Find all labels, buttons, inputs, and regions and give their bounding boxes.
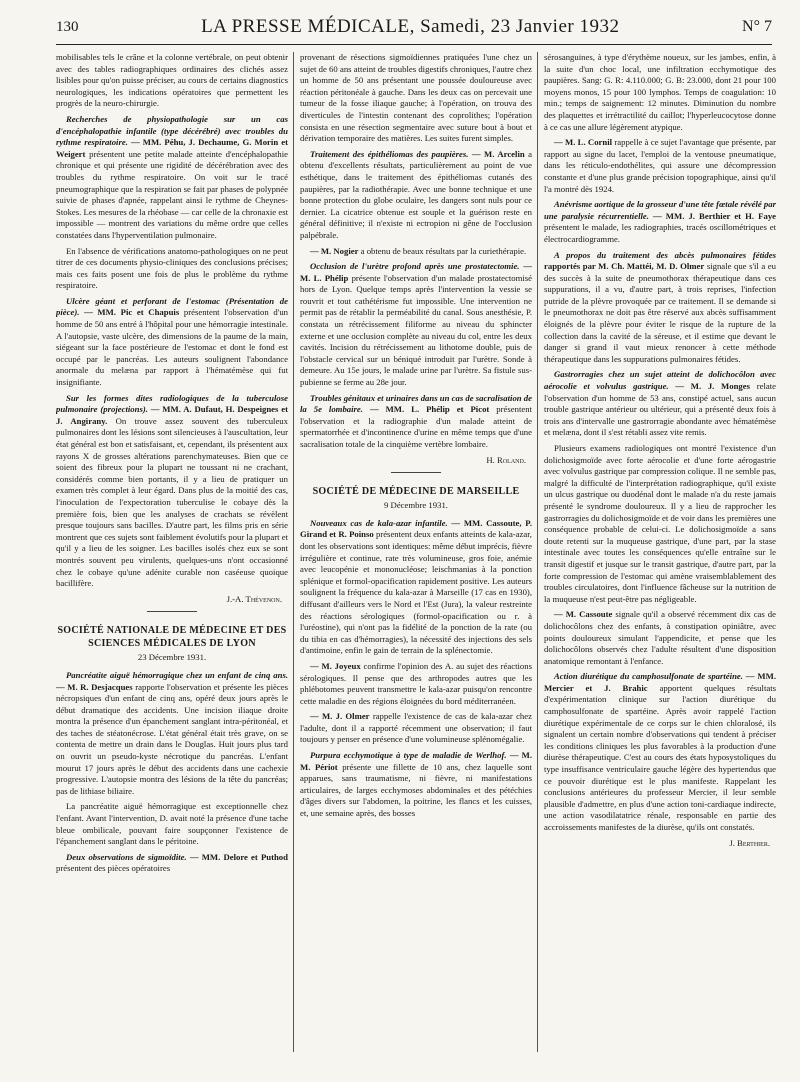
article-title: Gastrorragies chez un sujet atteint de dolichocôlon avec aérocolie et volvulus gastrique. <box>544 369 776 392</box>
article-paragraph <box>300 518 532 657</box>
article-paragraph <box>56 296 288 389</box>
article-title: Action diurétique du camphosulfonate de spartéine. <box>554 671 743 682</box>
article-title: Deux observations de sigmoïdite. <box>66 851 187 862</box>
article-text: relate l'observation d'un homme de 53 ans, constipé actuel, sans aucun trouble gastrique antérieur ou ultérieur, qui a présenté deux fois à trois ans d'intervalle une gastrorragie abondante avec hématémèse et melæna, dont il s'est rétabli assez vite remis. <box>544 381 776 438</box>
article-authors: — M. Cassoute <box>554 609 613 620</box>
article-title: Troubles génitaux et urinaires dans un cas de sacralisation de la 5e lombaire. <box>300 392 532 415</box>
article-authors: — M. L. Cornil <box>554 137 613 148</box>
column-divider <box>293 52 294 1052</box>
separator <box>147 611 197 612</box>
article-paragraph <box>56 393 288 590</box>
article-title: Purpura ecchymotique à type de maladie de Werlhof. <box>310 750 507 761</box>
article-text: apportent quelques résultats d'expérimentation clinique sur l'action diurétique du camphosulfonate de spartéine. Après avoir rappelé l'action diurétique expérimentale de ce corps sur le chien chloralosé, ils signalent un certain nombre d'observations qui tendent à préciser les conditions cliniques les plus favorables à la production d'une diurèse thérapeutique. C'est au cours des états hyposystoliques du type insuffisance ventriculaire gauche légère des hypertendus que ce pouvoir diurétique est le plus manifeste. Rappelant les conclusions antérieures du professeur Mercier, il leur semble plausible d'admettre, en plus d'une action toni-cardiaque indirecte, une action vasodilatatrice rénale, responsable en partie des accroissements manifestes de la diurèse, qu'ils ont constatés. <box>544 682 776 832</box>
page-header <box>56 10 772 45</box>
article-title: Pancréatite aiguë hémorragique chez un enfant de cinq ans. <box>66 669 288 680</box>
article-text: a obtenu de beaux résultats par la curiethérapie. <box>360 245 527 256</box>
article-title: A propos du traitement des abcès pulmonaires fétides <box>554 249 776 260</box>
article-paragraph <box>56 670 288 798</box>
article-text: rappelle à ce sujet l'avantage que présente, par rapport au signe du lacet, l'emploi de la ventouse pneumatique, dans les réticulo-endothélites, qui assure une décompression constante et d'une plus grande précision topographique, ainsi qu'il l'a montré dès 1924. <box>544 137 776 194</box>
article-authors: — M. R. Desjacques <box>56 681 133 692</box>
paragraph: provenant de résections sigmoïdiennes pratiquées l'une chez un sujet de 60 ans atteint de troubles digestifs chroniques, l'autre chez un homme de 50 ans présentant une poussée douloureuse avec réaction péritonéale à gauche. Dans les deux cas on percevait une tumeur de la fosse iliaque gauche; à l'opération, on trouva des diverticules de l'intestin contenant des coprolithes; l'opération consista en une résection segmentaire avec suture bout à bout et dérivation temporaire des matières. Les suites furent simples. <box>300 52 532 144</box>
article-paragraph <box>300 393 532 451</box>
article-text: signale que s'il a eu des succès à la suite de pneumothorax thérapeutique dans ces suppurations, il a vu, d'autre part, à trois reprises, l'infection putride de la plèvre provoquée par ce traitement. Il se demande si le pneumothorax ne doit pas être réservé aux abcès suffisamment éloignés de la plèvre pour éviter le risque de la rupture de la collection dans la cavité de la séreuse, et il estime que devant le danger si grand il vaut mieux renoncer à cette méthode thérapeutique dans les suppurations pulmonaires fétides. <box>544 261 776 364</box>
article-title: Traitement des épithéliomas des paupières. <box>310 148 469 159</box>
article-authors: — M. Joyeux <box>310 660 361 671</box>
article-text: présentent une petite malade atteinte d'encéphalopathie chronique et qui présente une rigidité de décérébration avec des troubles du rythme respiratoire. On voit sur le tracé pneumographique que la respiration se fait par phases de polypnée suivie de phases d'apnée, rappelant ainsi le rythme de Cheynes-Stokes. Les mesures de la rhéobase — car celle de la chronaxie est impossible — montrent des variations du même ordre que celles constatées dans l'hyperventilation pulmonaire. <box>56 148 288 240</box>
section-title: SOCIÉTÉ NATIONALE DE MÉDECINE ET DES SCIENCES MÉDICALES DE LYON <box>57 625 287 650</box>
article-authors: — MM. Cassoute, P. Girand et R. Poinso <box>300 517 532 540</box>
article-authors: — M. Nogier <box>310 245 359 256</box>
article-paragraph <box>56 114 288 242</box>
article-authors: — M. M. Périot <box>300 750 532 772</box>
article-authors: — MM. Delore et Puthod <box>189 851 288 862</box>
signature: H. Roland. <box>486 454 526 465</box>
article-paragraph <box>544 199 776 245</box>
article-text: On trouve assez souvent des tuberculeux pulmonaires dont les lésions sont silencieuses à l'auscultation, leur état général est bon et satisfaisant, et, cependant, ils présentent aux rayons X de grosses altérations parenchymateuses. Bien que ce soient des fibreux pour la plupart ne toussant ni ne crachant, considérés comme bien portants, il y a lieu de pratiquer un examen très complet à leur égard. Dans plus de la moitié des cas, l'inoculation de l'expectoration tuberculise le cobaye dès la première fois, bien que les analyses de crachats se révèlent presque toujours sans bacilles. D'autre part, les films pris en série montrent que ces sujets sont faiblement évolutifs pour la plupart et qu'il y a lieu de les soigner. Les bacilles isolés chez eux se sont montrés souvent peu virulents, quelques-uns n'ont occasionné chez le cobaye qu'une adénite curable non caséeuse quoique bacillifère. <box>56 415 288 589</box>
paragraph: La pancréatite aiguë hémorragique est exceptionnelle chez l'enfant. Avant l'intervention, D. avait noté la présence d'une tache bleue ombilicale, pouvant faire soupçonner l'existence de l'épanchement sanglant dans le péritoine. <box>56 801 288 847</box>
article-authors: — MM. J. Berthier et H. Faye <box>653 210 776 221</box>
signature: J. Berthier. <box>729 837 770 848</box>
article-paragraph <box>544 250 776 366</box>
column-3 <box>544 52 776 1052</box>
article-text: confirme l'opinion des A. au sujet des réactions sérologiques. Il pense que des arthropodes autres que les phlébotomes peuvent transmettre le kala-azar puisqu'on rencontre cette maladie en des régions éloignées du bord méditerranéen. <box>300 660 532 706</box>
article-paragraph <box>56 852 288 875</box>
article-paragraph <box>300 246 532 258</box>
article-paragraph <box>300 261 532 389</box>
article-text: rapporte l'observation et présente les pièces nécropsiques d'un enfant de cinq ans, opéré deux jours après le début dramatique des accidents. Une incision iliaque droite montra la présence d'un épanchement sanglant intra-péritonéal, et des taches de stéatonécrose. L'état général était très grave, on se contenta de mettre un drain dans le Douglas. Huit jours plus tard on ouvrit un pseudo-kyste nécrotique du pancréas. L'enfant mourut 17 jours après le début des accidents dans une cachexie progressive. L'autopsie montra des lésions de la tête du pancréas; pas de lithiase biliaire. <box>56 681 288 796</box>
article-text: présentent des pièces opératoires <box>56 863 171 874</box>
article-title: Anévrisme aortique de la grosseur d'une tête fœtale révélé par une paralysie récurrentielle. <box>544 199 776 221</box>
paragraph: En l'absence de vérifications anatomo-pathologiques on ne peut titrer de ces documents physio-cliniques des conclusions précises; mais ces faits posent une fois de plus le problème du rythme respiratoire. <box>56 245 288 291</box>
article-title: Nouveaux cas de kala-azar infantile. <box>310 517 448 528</box>
article-authors: — M. Arcelin <box>471 148 525 159</box>
paragraph: mobilisables tels le crâne et la colonne vertébrale, on peut obtenir avec des tables radiographiques ordinaires des clichés assez lisibles pour qu'on puisse préciser, au cours de certains diagnostics neurologiques, les indications opératoires que permettent les progrès de la neuro-chirurgie. <box>56 52 288 109</box>
paragraph: sérosanguines, à type d'érythème noueux, sur les jambes, enfin, à la suite d'un choc local, une infiltration ecchymotique des paupières. Sang: G. R: 4.110.000; G. B: 23.000, dont 21 pour 100 moyens monos, 15 pour 100 lymphos. Temps de coagulation: 10 min.; temps de saignement: 12 minutes. Diminution du nombre des plaquettes et irrétractilité du caillot; l'hyperleucocytose donne à ce cas une allure légèrement atypique. <box>544 52 776 132</box>
article-title: Ulcère géant et perforant de l'estomac (Présentation de pièce). <box>56 295 288 318</box>
article-authors: — MM. Mercier et J. Brahic <box>544 671 776 693</box>
article-paragraph <box>544 671 776 833</box>
article-paragraph <box>300 711 532 746</box>
article-text: signale qu'il a observé récemment dix cas de dolichocôlons chez des enfants, à constipation opiniâtre, avec points douloureux simulant l'appendicite, et pense que les dolichocôlons observés chez l'adulte résultent d'une disposition anatomique remontant à l'enfance. <box>544 609 776 666</box>
article-text: présentent l'observation et la radiographie d'un malade atteint de spermatorrhée et d'incontinence d'urine en même temps que d'une sacralisation totale de la cinquième vertèbre lombaire. <box>300 404 532 449</box>
issue-number: N° 7 <box>742 18 772 35</box>
article-text: rappelle l'existence de cas de kala-azar chez l'adulte, dont il a rapporté récemment une observation; il faut toujours y penser en présence d'une volumineuse splénomégalie. <box>300 711 532 745</box>
section-date: 23 Décembre 1931. <box>137 652 207 663</box>
article-title: Occlusion de l'urètre profond après une prostatectomie. <box>310 261 520 272</box>
article-authors: — MM. A. Dufaut, H. Despeignes et J. Angirany. <box>56 404 288 426</box>
article-authors: — M. J. Olmer <box>310 711 370 722</box>
article-paragraph <box>544 369 776 439</box>
column-2 <box>300 52 532 1052</box>
section-date: 9 Décembre 1931. <box>384 500 448 511</box>
article-authors: — MM. Péhu, J. Dechaume, G. Morin et Weigert <box>56 137 288 159</box>
article-paragraph <box>300 750 532 820</box>
signature: J.-A. Thévenon. <box>226 593 282 604</box>
paragraph: Plusieurs examens radiologiques ont montré l'existence d'un dolichosigmoïde avec forte aérocolie et d'une forte aérogastrie avec volvulus gastrique par compression colique. Il ne semble pas, malgré la difficulté de l'interprétation radiographique, qu'il existe un ulcus gastrique ou duodénal dont le malade n'a du reste jamais présenté le syndrome douloureux. Il y a lieu de rapprocher les gastrorragies du dolichosigmoïde et de voir dans les premières une conséquence probable de celui-ci. Le dolichosigmoïde a sans doute retenti sur la muqueuse gastrique, d'une part, par la stase intestinale avec toutes les conséquences qu'elle entraîne sur le transit digestif et jusque sur le transit gastrique, d'autre part, par la forte compression de l'estomac qui amène vraisemblablement des troubles circulatoires, dont l'influence fâcheuse sur la nutrition de la muqueuse n'est peut-être pas négligeable. <box>544 443 776 604</box>
article-paragraph <box>300 661 532 707</box>
column-1 <box>56 52 288 1052</box>
page-number: 130 <box>56 18 79 35</box>
article-text: présente une fillette de 10 ans, chez laquelle sont apparues, sans traumatisme, ni fièvre, ni manifestations articulaires, de larges ecchymoses abdominales et des pétéchies d'âges divers sur l'abdomen, la poitrine, les flancs et les cuisses, et, une semaine après, des bosses <box>300 761 532 819</box>
article-authors: — MM. L. Phélip et Picot <box>369 404 490 415</box>
separator <box>391 472 441 473</box>
section-title: SOCIÉTÉ DE MÉDECINE DE MARSEILLE <box>312 486 520 498</box>
article-title: Sur les formes dites radiologiques de la tuberculose pulmonaire (projections). <box>56 392 288 415</box>
article-authors: — M. J. Monges <box>675 381 751 392</box>
article-authors: — MM. Pic et Chapuis <box>84 307 180 318</box>
article-text: présente l'observation d'un malade prostatectomisé hors de Lyon. Quelque temps après l'intervention la vessie se rouvrit et tout cathétérisme fut impossible. Une intervention ne permit pas de rétablir la perméabilité du canal. Sous anesthésie, P. constata un rétrécissement filiforme au niveau du sphincter externe et une occlusion complète au niveau du col, entre les deux cavités. Incision du rétrécissement au lithotome double, puis de l'obstacle cervical sur un béniqué introduit par l'urètre. Sonde à demeure. Au 15e jours, le malade urine par l'urètre. Sa fistule sus-pubienne se ferme au 28e jour. <box>300 272 532 388</box>
journal-title: LA PRESSE MÉDICALE, Samedi, 23 Janvier 1932 <box>201 16 620 37</box>
article-text: a obtenu d'excellents résultats, particulièrement au point de vue esthétique, dans le traitement des épithéliomas cutanés des paupières, par la radiothérapie. Avec une bonne technique et une bonne protection du globe oculaire, les dangers sont nuls pour ce dernier. La cicatrice obtenue est souple et la guérison reste en général définitive; il n'existe ni ectropion ni gêne de l'occlusion palpébrale. <box>300 148 532 240</box>
article-text: présentent l'observation d'un homme de 50 ans entré à l'hôpital pour une hémorragie intestinale. A l'autopsie, vaste ulcère, des dimensions de la paume de la main, siégeant sur la face postérieure de l'estomac et dont le fond est occupé par le pancréas. Les auteurs soulignent l'abondance anormale du melæna par rapport à l'hématémèse qui fut insignifiante. <box>56 307 288 388</box>
article-authors: rapportés par M. Ch. Mattéi, M. D. Olmer <box>544 261 705 272</box>
article-text: présentent deux enfants atteints de kala-azar, dont les observations sont identiques: même début imprécis, fièvre irrégulière et continue, rate très volumineuse, gros foie, anémie avec leucopénie et mononucléose; leischmanias à la ponction splénique et formol-opacification rapidement positive. Les auteurs soulignent la fréquence du kala-azar à Marseille (17 cas en 1930), diffusant d'ailleurs vers le Nord et l'Est (Jura), la valeur restreinte des réactions sérologiques (formol-opacification ou r. à l'uréostine), qui n'ont pas la fidélité de la ponction de la rate (ou du tibia en cas d'hémorragies), la nécessité des injections des sels d'antimoine, enfin le gain de terrain de la splénectomie. <box>300 529 532 656</box>
article-text: présentent le malade, les radiographies, tracés oscillométriques et électrocardiogramme. <box>544 222 776 244</box>
column-divider <box>537 52 538 1052</box>
article-authors: — M. L. Phélip <box>300 261 532 283</box>
article-title: Recherches de physiopathologie sur un cas d'encéphalopathie infantile (type décérébré) avec troubles du rythme respiratoire. <box>56 113 288 148</box>
article-paragraph <box>544 609 776 667</box>
article-paragraph <box>300 149 532 242</box>
article-paragraph <box>544 137 776 195</box>
